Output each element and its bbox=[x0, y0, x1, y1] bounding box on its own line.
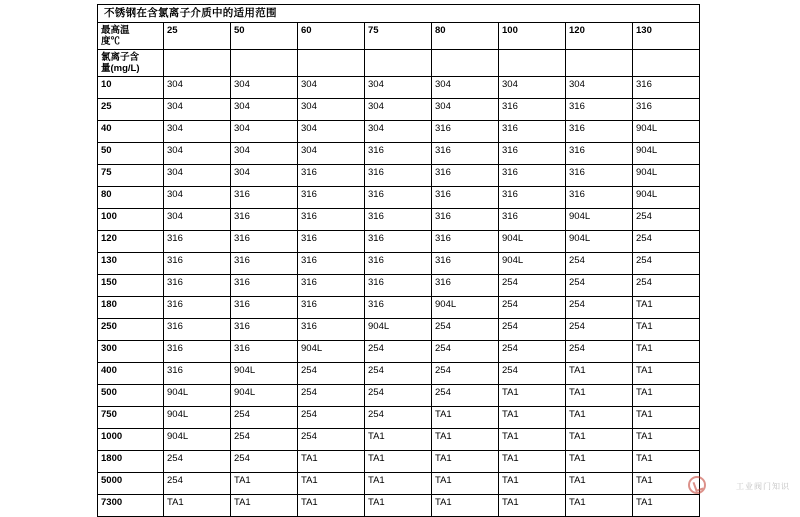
cell: 254 bbox=[365, 363, 432, 385]
table-header-row bbox=[98, 23, 700, 50]
table-row bbox=[98, 429, 700, 451]
cell: 254 bbox=[365, 407, 432, 429]
cell: TA1 bbox=[633, 363, 700, 385]
row-header-line2: 量(mg/L) bbox=[101, 63, 140, 74]
row-header-label-row bbox=[98, 50, 700, 77]
cell: 904L bbox=[633, 121, 700, 143]
cell: 254 bbox=[432, 385, 499, 407]
column-header-3: 75 bbox=[365, 23, 432, 50]
cell: TA1 bbox=[566, 429, 633, 451]
spacer-cell bbox=[298, 50, 365, 77]
cell: 304 bbox=[566, 77, 633, 99]
row-label: 750 bbox=[98, 407, 164, 429]
spacer-cell bbox=[231, 50, 298, 77]
cell: 316 bbox=[164, 363, 231, 385]
cell: 254 bbox=[566, 253, 633, 275]
cell: 254 bbox=[566, 275, 633, 297]
cell: 316 bbox=[164, 341, 231, 363]
cell: 254 bbox=[365, 341, 432, 363]
cell: 304 bbox=[231, 143, 298, 165]
cell: TA1 bbox=[633, 451, 700, 473]
table-row bbox=[98, 99, 700, 121]
cell: 904L bbox=[566, 209, 633, 231]
cell: 304 bbox=[164, 187, 231, 209]
cell: 316 bbox=[298, 275, 365, 297]
table-row bbox=[98, 77, 700, 99]
cell: 254 bbox=[432, 341, 499, 363]
cell: TA1 bbox=[566, 495, 633, 517]
cell: 316 bbox=[164, 253, 231, 275]
cell: 316 bbox=[566, 165, 633, 187]
cell: 904L bbox=[499, 253, 566, 275]
cell: 316 bbox=[365, 143, 432, 165]
table-row bbox=[98, 473, 700, 495]
row-header-chloride bbox=[98, 50, 164, 77]
row-label: 50 bbox=[98, 143, 164, 165]
cell: TA1 bbox=[566, 451, 633, 473]
corner-header-line2: 度℃ bbox=[101, 36, 121, 47]
row-label: 130 bbox=[98, 253, 164, 275]
table-row bbox=[98, 341, 700, 363]
cell: 304 bbox=[298, 143, 365, 165]
cell: 254 bbox=[633, 231, 700, 253]
cell: TA1 bbox=[566, 385, 633, 407]
row-label: 1000 bbox=[98, 429, 164, 451]
cell: 254 bbox=[633, 209, 700, 231]
cell: 316 bbox=[432, 275, 499, 297]
cell: 304 bbox=[432, 77, 499, 99]
cell: 316 bbox=[164, 231, 231, 253]
cell: 254 bbox=[164, 473, 231, 495]
cell: 316 bbox=[231, 275, 298, 297]
cell: 316 bbox=[231, 297, 298, 319]
column-header-7: 130 bbox=[633, 23, 700, 50]
cell: 904L bbox=[164, 385, 231, 407]
table-row bbox=[98, 297, 700, 319]
cell: 254 bbox=[298, 385, 365, 407]
cell: 254 bbox=[499, 319, 566, 341]
table-row bbox=[98, 319, 700, 341]
cell: 316 bbox=[231, 253, 298, 275]
cell: 316 bbox=[298, 297, 365, 319]
corner-header-line1: 最高温 bbox=[101, 25, 130, 36]
cell: 304 bbox=[499, 77, 566, 99]
row-label: 10 bbox=[98, 77, 164, 99]
cell: 316 bbox=[499, 209, 566, 231]
cell: TA1 bbox=[365, 495, 432, 517]
cell: 316 bbox=[432, 121, 499, 143]
table-row bbox=[98, 363, 700, 385]
cell: TA1 bbox=[298, 473, 365, 495]
cell: TA1 bbox=[499, 385, 566, 407]
row-label: 75 bbox=[98, 165, 164, 187]
cell: 254 bbox=[298, 429, 365, 451]
cell: TA1 bbox=[633, 319, 700, 341]
row-label: 400 bbox=[98, 363, 164, 385]
cell: 316 bbox=[231, 231, 298, 253]
cell: 316 bbox=[231, 187, 298, 209]
spacer-cell bbox=[365, 50, 432, 77]
row-label: 250 bbox=[98, 319, 164, 341]
cell: 904L bbox=[231, 363, 298, 385]
cell: 316 bbox=[231, 209, 298, 231]
cell: TA1 bbox=[432, 407, 499, 429]
cell: 316 bbox=[231, 341, 298, 363]
cell: TA1 bbox=[298, 451, 365, 473]
cell: 316 bbox=[633, 77, 700, 99]
cell: 254 bbox=[566, 297, 633, 319]
corner-header-temperature bbox=[98, 23, 164, 50]
cell: 254 bbox=[231, 451, 298, 473]
cell: 304 bbox=[164, 165, 231, 187]
cell: 316 bbox=[298, 253, 365, 275]
cell: TA1 bbox=[633, 297, 700, 319]
cell: TA1 bbox=[566, 363, 633, 385]
cell: 316 bbox=[499, 165, 566, 187]
column-header-0: 25 bbox=[164, 23, 231, 50]
cell: 254 bbox=[566, 319, 633, 341]
cell: 316 bbox=[365, 209, 432, 231]
column-header-5: 100 bbox=[499, 23, 566, 50]
cell: TA1 bbox=[432, 451, 499, 473]
cell: TA1 bbox=[164, 495, 231, 517]
cell: 316 bbox=[566, 121, 633, 143]
row-label: 25 bbox=[98, 99, 164, 121]
cell: 316 bbox=[365, 231, 432, 253]
cell: 904L bbox=[298, 341, 365, 363]
spacer-cell bbox=[566, 50, 633, 77]
cell: TA1 bbox=[365, 473, 432, 495]
cell: 304 bbox=[298, 99, 365, 121]
table-row bbox=[98, 143, 700, 165]
column-header-4: 80 bbox=[432, 23, 499, 50]
cell: 304 bbox=[164, 121, 231, 143]
cell: 904L bbox=[566, 231, 633, 253]
cell: 304 bbox=[164, 209, 231, 231]
cell: TA1 bbox=[499, 495, 566, 517]
cell: 316 bbox=[432, 209, 499, 231]
cell: 904L bbox=[633, 165, 700, 187]
table-row bbox=[98, 209, 700, 231]
row-label: 80 bbox=[98, 187, 164, 209]
row-label: 180 bbox=[98, 297, 164, 319]
table-row bbox=[98, 253, 700, 275]
table-row bbox=[98, 187, 700, 209]
row-label: 120 bbox=[98, 231, 164, 253]
cell: 304 bbox=[365, 99, 432, 121]
cell: 904L bbox=[365, 319, 432, 341]
cell: TA1 bbox=[633, 385, 700, 407]
cell: 316 bbox=[499, 187, 566, 209]
cell: 316 bbox=[432, 143, 499, 165]
cell: 254 bbox=[633, 275, 700, 297]
cell: TA1 bbox=[499, 429, 566, 451]
cell: TA1 bbox=[566, 473, 633, 495]
cell: 254 bbox=[231, 407, 298, 429]
cell: 904L bbox=[633, 187, 700, 209]
cell: 316 bbox=[566, 143, 633, 165]
cell: 254 bbox=[499, 363, 566, 385]
cell: 904L bbox=[633, 143, 700, 165]
cell: 316 bbox=[298, 319, 365, 341]
spacer-cell bbox=[633, 50, 700, 77]
cell: TA1 bbox=[633, 429, 700, 451]
cell: TA1 bbox=[566, 407, 633, 429]
cell: TA1 bbox=[499, 473, 566, 495]
table-row bbox=[98, 385, 700, 407]
table-container bbox=[97, 4, 699, 517]
cell: 904L bbox=[164, 429, 231, 451]
table-row bbox=[98, 495, 700, 517]
cell: 304 bbox=[231, 77, 298, 99]
cell: 304 bbox=[365, 121, 432, 143]
cell: 316 bbox=[566, 99, 633, 121]
cell: 304 bbox=[164, 143, 231, 165]
cell: TA1 bbox=[432, 495, 499, 517]
cell: 304 bbox=[164, 99, 231, 121]
cell: 316 bbox=[566, 187, 633, 209]
cell: 316 bbox=[298, 209, 365, 231]
table-title: 不锈钢在含氯离子介质中的适用范围 bbox=[98, 5, 700, 23]
cell: 316 bbox=[499, 143, 566, 165]
cell: 316 bbox=[432, 165, 499, 187]
spacer-cell bbox=[432, 50, 499, 77]
cell: 254 bbox=[298, 407, 365, 429]
cell: 904L bbox=[231, 385, 298, 407]
table-row bbox=[98, 407, 700, 429]
cell: 316 bbox=[365, 165, 432, 187]
cell: 254 bbox=[499, 297, 566, 319]
row-label: 100 bbox=[98, 209, 164, 231]
column-header-2: 60 bbox=[298, 23, 365, 50]
cell: 304 bbox=[231, 121, 298, 143]
cell: TA1 bbox=[499, 451, 566, 473]
table-row bbox=[98, 451, 700, 473]
cell: 254 bbox=[164, 451, 231, 473]
row-label: 150 bbox=[98, 275, 164, 297]
spacer-cell bbox=[164, 50, 231, 77]
cell: TA1 bbox=[231, 495, 298, 517]
cell: 316 bbox=[432, 253, 499, 275]
cell: 254 bbox=[566, 341, 633, 363]
cell: 304 bbox=[164, 77, 231, 99]
cell: 904L bbox=[499, 231, 566, 253]
cell: 254 bbox=[499, 341, 566, 363]
cell: 254 bbox=[365, 385, 432, 407]
cell: 316 bbox=[365, 297, 432, 319]
cell: 316 bbox=[298, 165, 365, 187]
column-header-6: 120 bbox=[566, 23, 633, 50]
cell: 254 bbox=[432, 363, 499, 385]
cell: TA1 bbox=[365, 429, 432, 451]
table-row bbox=[98, 121, 700, 143]
cell: TA1 bbox=[633, 407, 700, 429]
cell: 316 bbox=[164, 275, 231, 297]
cell: TA1 bbox=[633, 473, 700, 495]
cell: TA1 bbox=[633, 495, 700, 517]
table-row bbox=[98, 231, 700, 253]
row-label: 1800 bbox=[98, 451, 164, 473]
row-label: 40 bbox=[98, 121, 164, 143]
table-title-row bbox=[98, 5, 700, 23]
cell: 254 bbox=[499, 275, 566, 297]
cell: 316 bbox=[365, 253, 432, 275]
cell: TA1 bbox=[499, 407, 566, 429]
cell: 316 bbox=[432, 231, 499, 253]
cell: 316 bbox=[231, 319, 298, 341]
cell: 316 bbox=[298, 231, 365, 253]
cell: 904L bbox=[432, 297, 499, 319]
cell: 316 bbox=[499, 121, 566, 143]
column-header-1: 50 bbox=[231, 23, 298, 50]
cell: 316 bbox=[499, 99, 566, 121]
cell: 316 bbox=[164, 297, 231, 319]
cell: 254 bbox=[432, 319, 499, 341]
cell: 304 bbox=[231, 99, 298, 121]
cell: 316 bbox=[365, 275, 432, 297]
cell: TA1 bbox=[365, 451, 432, 473]
cell: 254 bbox=[231, 429, 298, 451]
cell: 304 bbox=[298, 77, 365, 99]
cell: 316 bbox=[365, 187, 432, 209]
stainless-steel-application-table bbox=[97, 4, 700, 517]
table-body bbox=[98, 5, 700, 517]
cell: 316 bbox=[432, 187, 499, 209]
cell: TA1 bbox=[633, 341, 700, 363]
cell: 316 bbox=[298, 187, 365, 209]
cell: 254 bbox=[298, 363, 365, 385]
cell: TA1 bbox=[298, 495, 365, 517]
table-row bbox=[98, 165, 700, 187]
cell: 304 bbox=[365, 77, 432, 99]
row-label: 300 bbox=[98, 341, 164, 363]
cell: 304 bbox=[298, 121, 365, 143]
spacer-cell bbox=[499, 50, 566, 77]
row-label: 5000 bbox=[98, 473, 164, 495]
cell: TA1 bbox=[432, 429, 499, 451]
row-label: 500 bbox=[98, 385, 164, 407]
row-header-line1: 氯离子含 bbox=[101, 52, 140, 63]
cell: 304 bbox=[231, 165, 298, 187]
cell: 316 bbox=[164, 319, 231, 341]
cell: TA1 bbox=[432, 473, 499, 495]
cell: 254 bbox=[633, 253, 700, 275]
watermark-label: 工业阀门知识 bbox=[736, 482, 790, 491]
cell: 904L bbox=[164, 407, 231, 429]
cell: 304 bbox=[432, 99, 499, 121]
row-label: 7300 bbox=[98, 495, 164, 517]
table-row bbox=[98, 275, 700, 297]
cell: 316 bbox=[633, 99, 700, 121]
cell: TA1 bbox=[231, 473, 298, 495]
